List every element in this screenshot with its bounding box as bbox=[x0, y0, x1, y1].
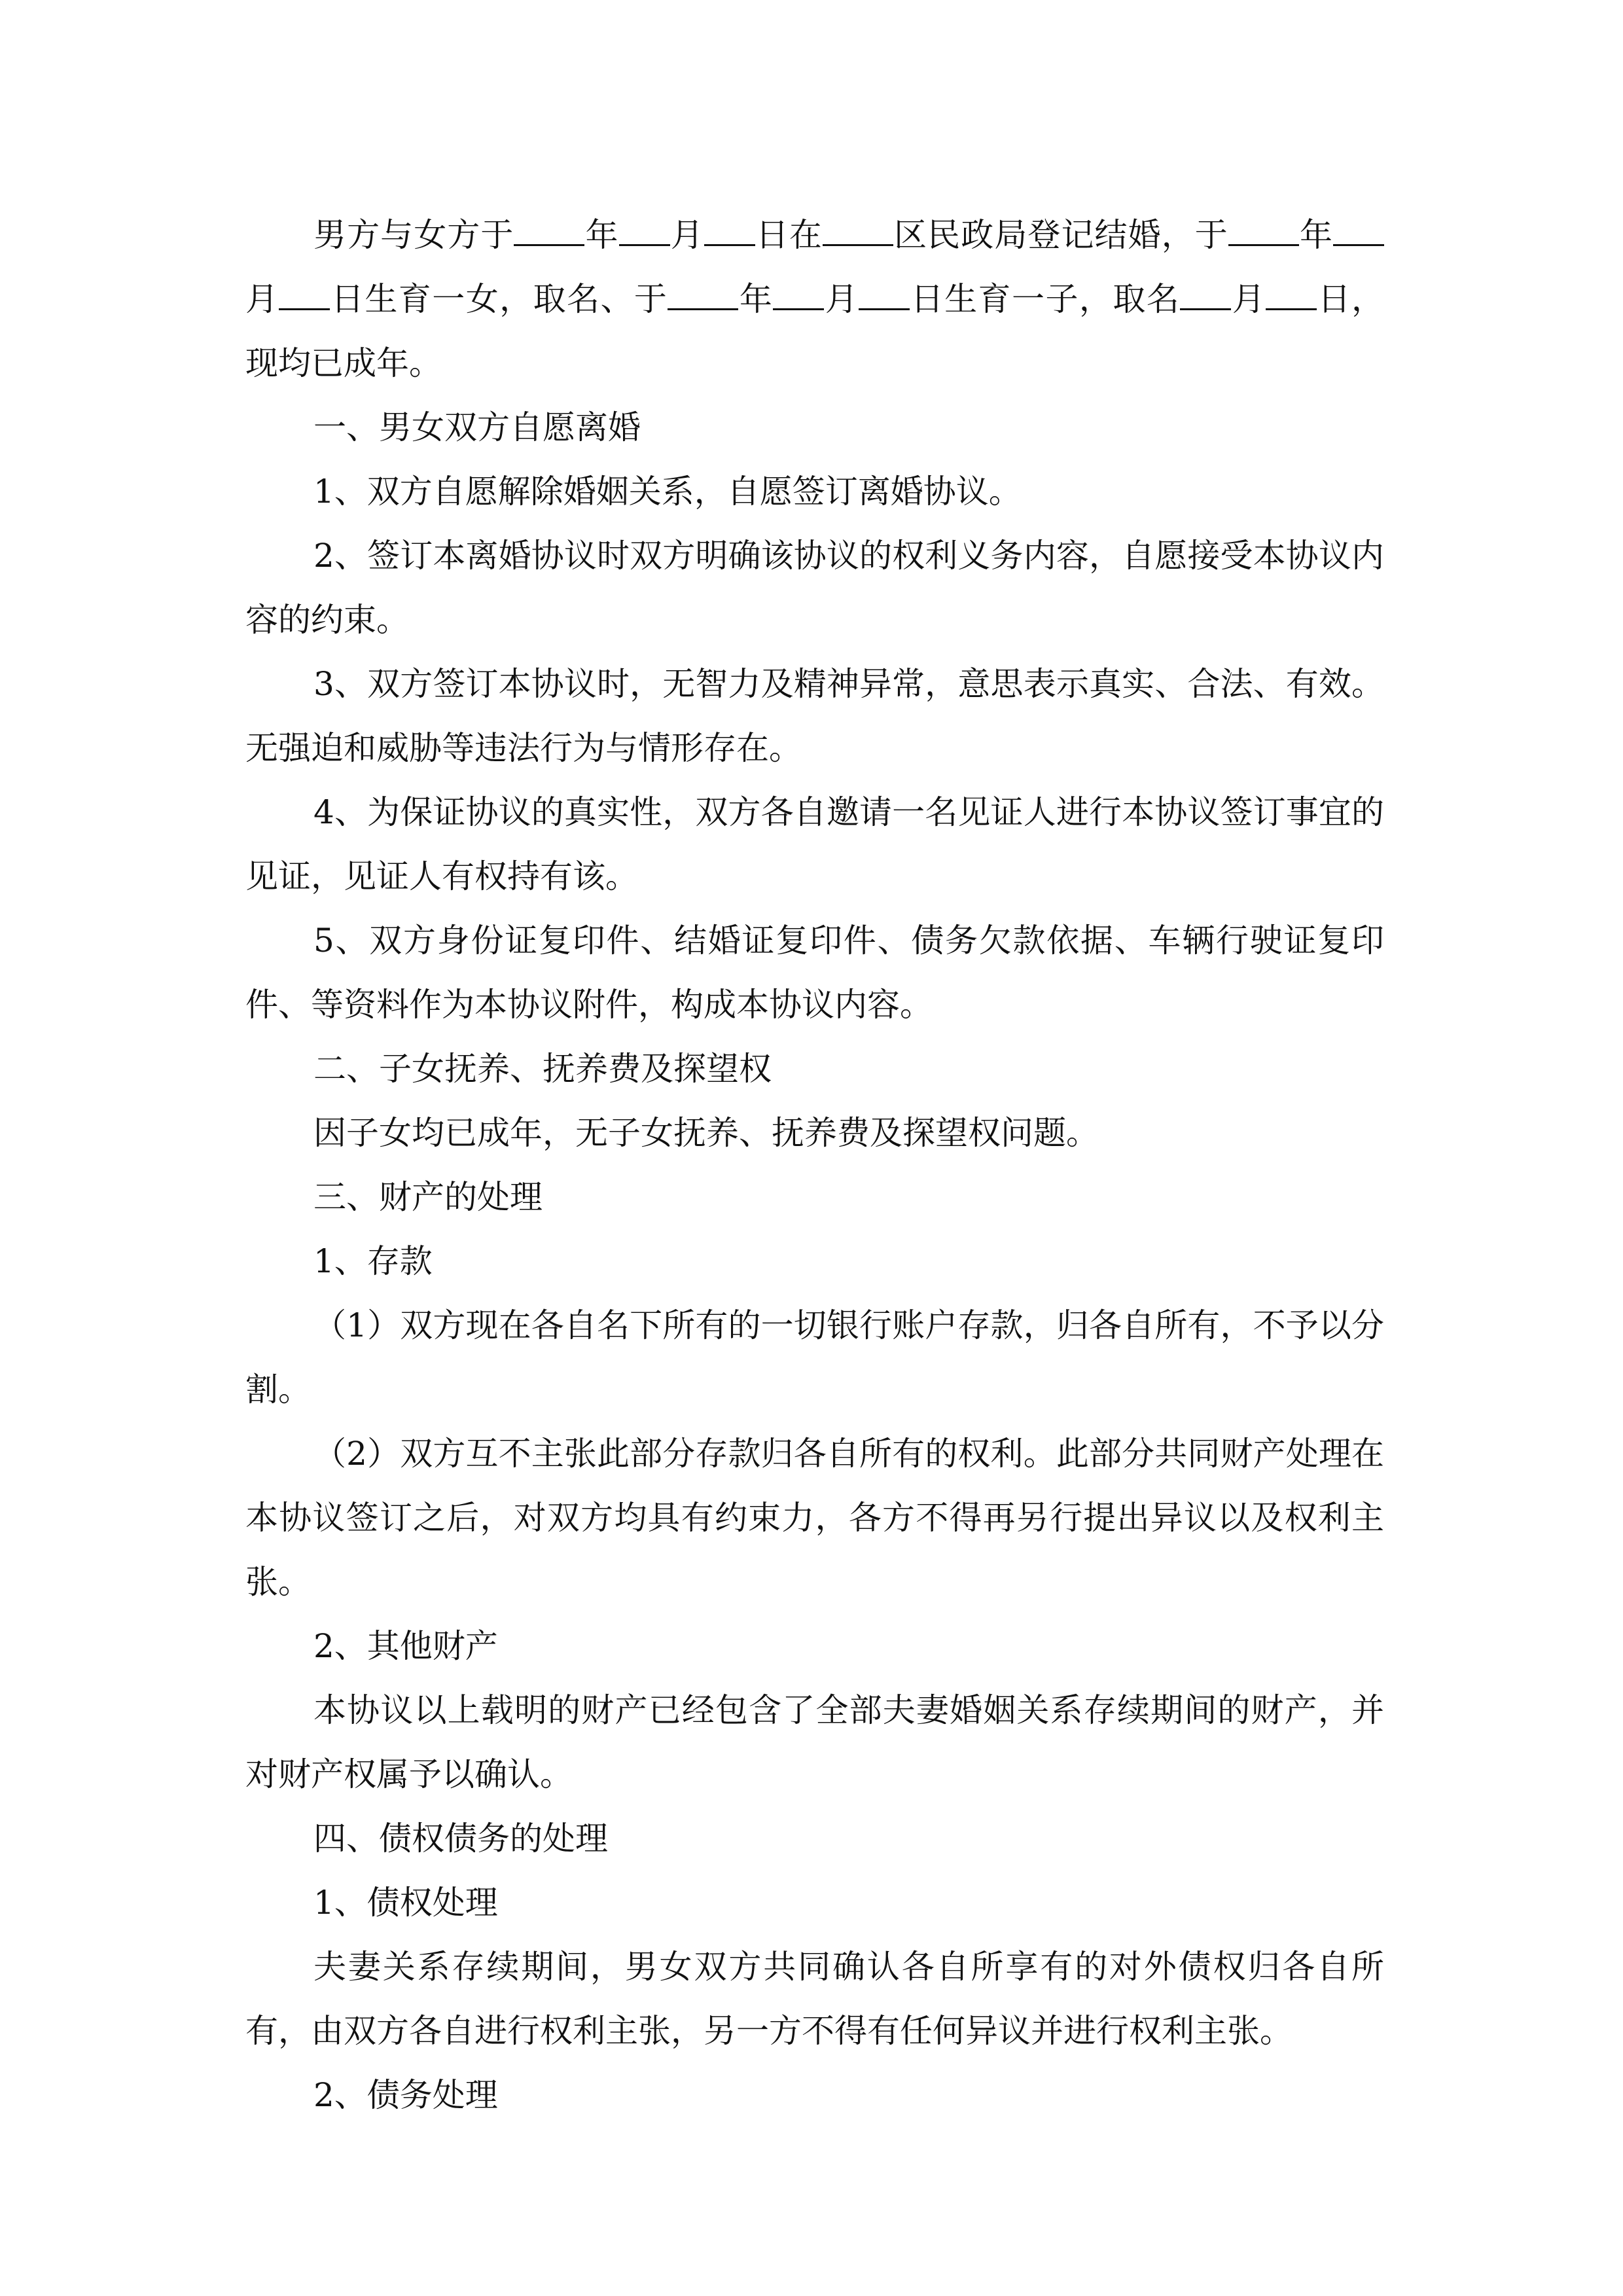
clause-paragraph: （2）双方互不主张此部分存款归各自所有的权利。此部分共同财产处理在本协议签订之后，对双方均具有约束力，各方不得再另行提出异议以及权利主张。 bbox=[245, 1435, 1384, 1601]
intro-text: 日生育一女，取名、于 bbox=[330, 280, 668, 318]
blank-line bbox=[619, 218, 670, 246]
section-heading: 三、财产的处理 bbox=[313, 1178, 543, 1216]
clause-paragraph: 5、双方身份证复印件、结婚证复印件、债务欠款依据、车辆行驶证复印件、等资料作为本协议附件，构成本协议内容。 bbox=[245, 922, 1384, 1024]
subsection-heading: 1、存款 bbox=[313, 1242, 433, 1280]
clause-paragraph: 本协议以上载明的财产已经包含了全部夫妻婚姻关系存续期间的财产，并对财产权属予以确认。 bbox=[245, 1691, 1384, 1793]
intro-text: 区民政局登记结婚，于 bbox=[893, 216, 1228, 254]
intro-paragraph bbox=[245, 203, 1384, 395]
clause-paragraph: （1）双方现在各自名下所有的一切银行账户存款，归各自所有，不予以分割。 bbox=[245, 1306, 1384, 1408]
intro-text: 月 bbox=[1231, 280, 1266, 318]
subsection-heading: 2、其他财产 bbox=[313, 1627, 498, 1665]
intro-text: 日生育一子，取名 bbox=[910, 280, 1181, 318]
intro-text: 年 bbox=[738, 280, 774, 318]
blank-line bbox=[823, 218, 893, 246]
blank-line bbox=[704, 218, 755, 246]
blank-line bbox=[773, 282, 824, 310]
blank-line bbox=[1266, 282, 1317, 310]
blank-line bbox=[1180, 282, 1231, 310]
clause-paragraph: 因子女均已成年，无子女抚养、抚养费及探望权问题。 bbox=[313, 1114, 1099, 1152]
blank-line bbox=[1228, 218, 1299, 246]
clause-paragraph: 3、双方签订本协议时，无智力及精神异常，意思表示真实、合法、有效。无强迫和威胁等违法行为与情形存在。 bbox=[245, 665, 1384, 767]
clause-paragraph: 夫妻关系存续期间，男女双方共同确认各自所享有的对外债权归各自所有，由双方各自进行权利主张，另一方不得有任何异议并进行权利主张。 bbox=[245, 1948, 1384, 2050]
intro-text: 年 bbox=[584, 216, 619, 254]
intro-text: 日在 bbox=[755, 216, 823, 254]
subsection-heading: 2、债务处理 bbox=[313, 2076, 498, 2114]
clause-paragraph: 4、为保证协议的真实性，双方各自邀请一名见证人进行本协议签订事宜的见证，见证人有权持有该。 bbox=[245, 793, 1384, 895]
blank-line bbox=[859, 282, 910, 310]
section-heading: 四、债权债务的处理 bbox=[313, 1820, 608, 1857]
subsection-heading: 1、债权处理 bbox=[313, 1884, 498, 1922]
intro-text: 男方与女方于 bbox=[313, 216, 514, 254]
intro-text: 均已成年。 bbox=[278, 344, 442, 382]
clause-paragraph: 2、签订本离婚协议时双方明确该协议的权利义务内容，自愿接受本协议内容的约束。 bbox=[245, 537, 1384, 639]
blank-line bbox=[279, 282, 330, 310]
document-page bbox=[245, 203, 1384, 2127]
intro-text: 年 bbox=[1298, 216, 1334, 254]
blank-line bbox=[514, 218, 584, 246]
intro-text: 月 bbox=[669, 216, 704, 254]
section-heading: 二、子女抚养、抚养费及探望权 bbox=[313, 1050, 772, 1088]
blank-line bbox=[1333, 218, 1384, 246]
blank-line bbox=[668, 282, 738, 310]
intro-text: 月 bbox=[824, 280, 859, 318]
intro-text: 日，现 bbox=[245, 280, 1385, 382]
intro-text: 月 bbox=[245, 280, 279, 318]
section-heading: 一、男女双方自愿离婚 bbox=[313, 408, 641, 446]
clause-paragraph: 1、双方自愿解除婚姻关系，自愿签订离婚协议。 bbox=[313, 473, 1022, 511]
